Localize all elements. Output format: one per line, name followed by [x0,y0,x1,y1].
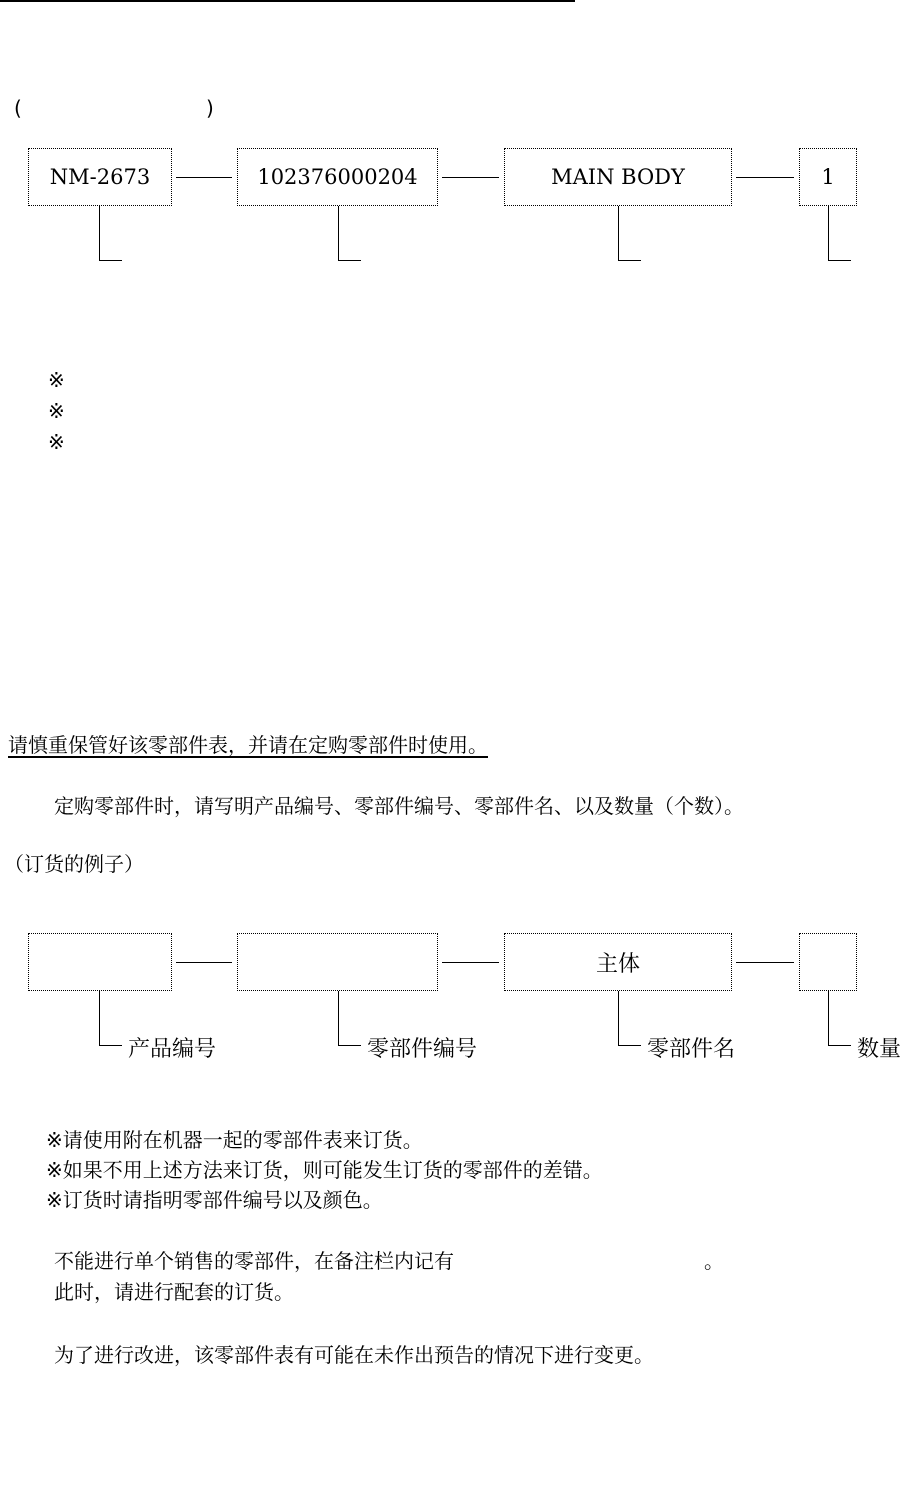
set-order-note: 此时，请进行配套的订货。 [54,1280,294,1304]
label-hook [618,991,641,1046]
part-number-box [237,933,438,991]
label-hook [828,206,851,261]
order-instruction: 定购零部件时，请写明产品编号、零部件编号、零部件名、以及数量（个数）。 [54,794,744,818]
label-hook [828,991,851,1046]
note-item: ※请使用附在机器一起的零部件表来订货。 [46,1128,423,1152]
product-number-box [28,933,172,991]
connector-dash [176,177,232,178]
connector-dash [442,177,499,178]
part-name-box: MAIN BODY [504,148,732,206]
connector-dash [736,177,794,178]
set-sale-note-end: 。 [704,1249,724,1273]
keep-list-heading: 请慎重保管好该零部件表，并请在定购零部件时使用。 [8,733,488,757]
order-example-title: （订货的例子） [4,852,144,876]
label-hook [99,991,122,1046]
note-item: ※订货时请指明零部件编号以及颜色。 [46,1188,383,1212]
label-hook [618,206,641,261]
quantity-label: 数量 [857,1037,902,1062]
note-mark: ※ [48,368,65,392]
note-item: ※如果不用上述方法来订货，则可能发生订货的零部件的差错。 [46,1158,603,1182]
product-number-box: NM-2673 [28,148,172,206]
label-hook [338,206,361,261]
label-hook [99,206,122,261]
paren-open: ( [14,96,22,120]
change-notice: 为了进行改进，该零部件表有可能在未作出预告的情况下进行变更。 [54,1343,654,1367]
part-number-label: 零部件编号 [367,1037,478,1062]
label-hook [338,991,361,1046]
quantity-box: 1 [799,148,857,206]
product-number-label: 产品编号 [128,1037,217,1062]
part-name-box: 主体 [504,933,732,991]
paren-close: ) [206,96,214,120]
note-mark: ※ [48,430,65,454]
set-sale-note: 不能进行单个销售的零部件，在备注栏内记有 [54,1249,454,1273]
part-number-box: 102376000204 [237,148,438,206]
top-rule [0,0,575,2]
note-mark: ※ [48,399,65,423]
quantity-box [799,933,857,991]
connector-dash [442,962,499,963]
connector-dash [176,962,232,963]
part-name-label: 零部件名 [647,1037,736,1062]
connector-dash [736,962,794,963]
